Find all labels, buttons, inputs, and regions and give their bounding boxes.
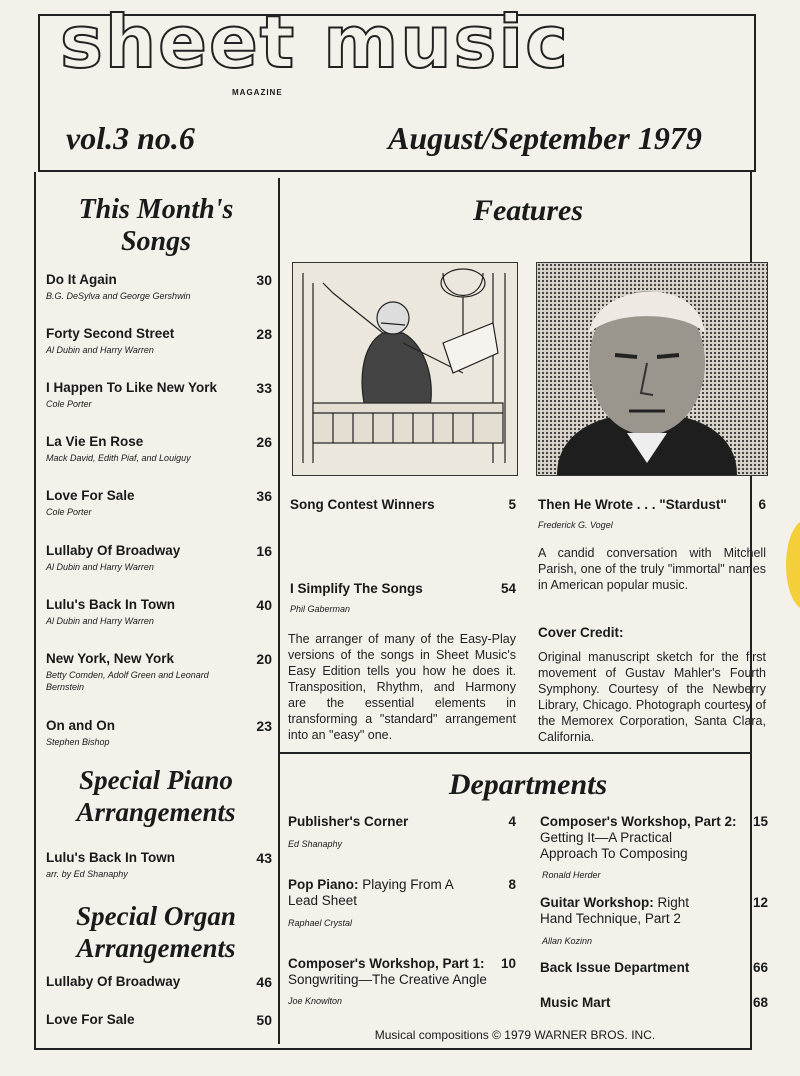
song-credit: B.G. DeSylva and George Gershwin	[46, 291, 191, 301]
song-entry[interactable]	[46, 326, 272, 356]
piano-title: Lulu's Back In Town	[46, 850, 175, 865]
dept-pop-piano-page: 8	[508, 877, 516, 892]
dept-music-mart[interactable]	[540, 995, 768, 1010]
piano-entry[interactable]	[46, 850, 272, 880]
organ-page: 46	[256, 974, 272, 990]
song-title: On and On	[46, 718, 115, 733]
sketch-illustration	[292, 262, 518, 476]
organ-entry[interactable]	[46, 1012, 272, 1027]
magazine-logo-subtitle: MAGAZINE	[232, 88, 283, 97]
volume-number: vol.3 no.6	[66, 120, 195, 156]
dept-guitar-author: Allan Kozinn	[542, 936, 593, 946]
dept-back-issue-title: Back Issue Department	[540, 960, 690, 975]
portrait-photo	[536, 262, 768, 476]
column-divider	[278, 178, 280, 1044]
song-page: 28	[256, 326, 272, 342]
song-page: 36	[256, 488, 272, 504]
feature-stardust[interactable]	[538, 497, 766, 512]
song-credit: Cole Porter	[46, 399, 92, 409]
dept-workshop1-author: Joe Knowlton	[288, 996, 343, 1006]
song-credit: Al Dubin and Harry Warren	[46, 345, 154, 355]
feature-simplify-desc: The arranger of many of the Easy-Play versions of the songs in Sheet Music's Easy Edition tells you how he does it. Transposition, Rhythm, and Harmony are the essential elements in transforming a "standard" arrangement into an "easy" one.	[288, 632, 516, 742]
dept-publisher-page: 4	[508, 814, 516, 829]
cover-credit-label: Cover Credit:	[538, 625, 624, 640]
song-title: I Happen To Like New York	[46, 380, 218, 395]
dept-pop-piano-title-rest: Playing From A Lead Sheet	[288, 877, 454, 908]
song-entry[interactable]	[46, 380, 272, 410]
copyright-footer: Musical compositions © 1979 WARNER BROS. INC.	[374, 1028, 656, 1042]
songs-heading: This Month's Songs	[78, 194, 234, 257]
song-page: 40	[256, 597, 272, 613]
piano-page: 43	[256, 850, 272, 866]
dept-workshop1-title: Composer's Workshop, Part 1:	[288, 956, 485, 971]
dept-music-mart-title: Music Mart	[540, 995, 611, 1010]
dept-guitar-title-bold: Guitar Workshop:	[540, 895, 654, 910]
dept-workshop2-subtitle: Getting It—A Practical Approach To Composing	[540, 830, 688, 861]
dept-guitar-title-rest: Right Hand Technique, Part 2	[540, 895, 690, 926]
song-entry[interactable]	[46, 597, 272, 627]
dept-back-issue[interactable]	[540, 960, 768, 975]
song-title: Do It Again	[46, 272, 117, 287]
feature-stardust-page: 6	[758, 497, 766, 512]
song-credit: Cole Porter	[46, 507, 92, 517]
dept-workshop2[interactable]	[540, 814, 768, 862]
feature-contest-title: Song Contest Winners	[290, 497, 435, 512]
feature-simplify-title: I Simplify The Songs	[290, 581, 423, 596]
feature-stardust-author: Frederick G. Vogel	[538, 520, 613, 530]
issue-date: August/September 1979	[388, 120, 702, 156]
cover-credit-desc: Original manuscript sketch for the first movement of Gustav Mahler's Fourth Symphony. Courtesy of the Newberry Library, Chicago. Photograph courtesy of the Memorex Corporation, Santa Clara, California.	[538, 650, 766, 744]
song-page: 26	[256, 434, 272, 450]
dept-guitar[interactable]	[540, 895, 768, 927]
dept-workshop1-page: 10	[500, 956, 516, 971]
dept-publisher[interactable]	[288, 814, 516, 829]
song-entry[interactable]	[46, 434, 272, 464]
song-entry[interactable]	[46, 488, 272, 518]
dept-music-mart-page: 68	[752, 995, 768, 1010]
song-title: La Vie En Rose	[46, 434, 144, 449]
dept-workshop2-title: Composer's Workshop, Part 2:	[540, 814, 737, 829]
yellow-tab	[786, 520, 800, 610]
song-title: Forty Second Street	[46, 326, 175, 341]
organ-heading: Special Organ Arrangements	[76, 901, 236, 963]
dept-pop-piano-title-bold: Pop Piano:	[288, 877, 359, 892]
dept-publisher-title: Publisher's Corner	[288, 814, 409, 829]
song-entry[interactable]	[46, 651, 272, 693]
piano-heading: Special Piano Arrangements	[76, 765, 236, 827]
dept-pop-piano[interactable]	[288, 877, 516, 909]
song-page: 33	[256, 380, 272, 396]
dept-workshop1-subtitle: Songwriting—The Creative Angle	[288, 972, 487, 987]
song-title: New York, New York	[46, 651, 175, 666]
portrait-icon	[537, 263, 767, 475]
song-entry[interactable]	[46, 543, 272, 573]
song-title: Love For Sale	[46, 488, 135, 503]
piano-credit: arr. by Ed Shanaphy	[46, 869, 128, 879]
feature-simplify[interactable]	[290, 581, 516, 596]
song-entry[interactable]	[46, 718, 272, 748]
feature-stardust-desc: A candid conversation with Mitchell Parish, one of the truly "immortal" names in American popular music.	[538, 546, 766, 592]
song-page: 23	[256, 718, 272, 734]
organ-page: 50	[256, 1012, 272, 1028]
song-page: 20	[256, 651, 272, 667]
song-credit: Mack David, Edith Piaf, and Louiguy	[46, 453, 191, 463]
song-title: Lulu's Back In Town	[46, 597, 175, 612]
feature-contest-page: 5	[508, 497, 516, 512]
dept-back-issue-page: 66	[752, 960, 768, 975]
magazine-logo: sheet music	[60, 0, 570, 84]
dept-pop-piano-author: Raphael Crystal	[288, 918, 353, 928]
song-entry[interactable]	[46, 272, 272, 302]
feature-simplify-page: 54	[500, 581, 516, 596]
feature-contest[interactable]	[290, 497, 516, 512]
feature-simplify-author: Phil Gaberman	[290, 604, 351, 614]
song-page: 16	[256, 543, 272, 559]
departments-heading: Departments	[448, 768, 608, 801]
feature-stardust-title: Then He Wrote . . . "Stardust"	[538, 497, 727, 512]
departments-divider	[278, 752, 752, 754]
dept-workshop2-page: 15	[752, 814, 768, 829]
song-credit: Stephen Bishop	[46, 737, 110, 747]
dept-workshop1[interactable]	[288, 956, 516, 988]
organ-title: Lullaby Of Broadway	[46, 974, 181, 989]
song-credit: Betty Comden, Adolf Green and Leonard Bernstein	[46, 670, 209, 692]
pianist-sketch-icon	[293, 263, 517, 475]
dept-workshop2-author: Ronald Herder	[542, 870, 601, 880]
features-heading: Features	[472, 194, 583, 227]
organ-title: Love For Sale	[46, 1012, 135, 1027]
dept-guitar-page: 12	[752, 895, 768, 910]
song-title: Lullaby Of Broadway	[46, 543, 181, 558]
song-credit: Al Dubin and Harry Warren	[46, 562, 154, 572]
song-credit: Al Dubin and Harry Warren	[46, 616, 154, 626]
dept-publisher-author: Ed Shanaphy	[288, 839, 343, 849]
song-page: 30	[256, 272, 272, 288]
organ-entry[interactable]	[46, 974, 272, 989]
